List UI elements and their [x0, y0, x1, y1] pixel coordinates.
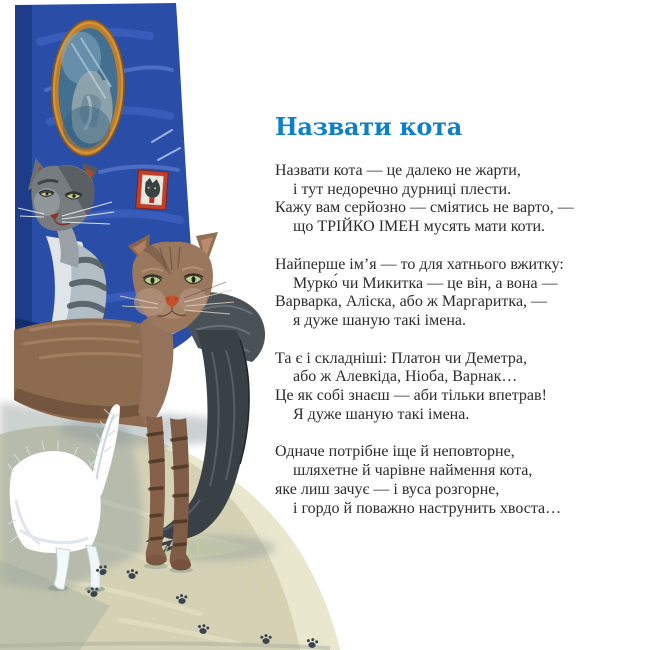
poem-line: Варварка, Аліска, або ж Маргаритка, —	[275, 293, 548, 311]
poem-line: і тут недоречно дурниці плести.	[293, 180, 512, 198]
poem-line: Найперше ім’я — то для хатнього вжитку:	[275, 255, 564, 273]
poem-line: Я дуже шаную такі імена.	[293, 405, 470, 423]
poem-line: яке лиш зачує — і вуса розгорне,	[275, 480, 500, 498]
stanza-1	[275, 162, 620, 237]
poem-line: шляхетне й чарівне наймення кота,	[293, 462, 533, 480]
poem-line: я дуже шаную такі імена.	[293, 311, 467, 329]
poem-title: Назвати кота	[275, 112, 462, 141]
poem-line: що ТРІЙКО ІМЕН мусять мати коти.	[293, 218, 546, 236]
poem-line: Це як собі знаєш — аби тільки впетрав!	[275, 387, 547, 405]
poem-line: і гордо й поважно наструнить хвоста…	[293, 499, 562, 517]
brown-cat-foot	[146, 555, 166, 566]
poem-line: Мурко́ чи Микитка — це він, а вона —	[293, 274, 558, 292]
poem-line: або ж Алевкіда, Ніоба, Варнак…	[293, 368, 518, 386]
stanza-2	[275, 256, 620, 331]
poem-line: Кажу вам серйозно — сміятись не варто, —	[275, 199, 574, 217]
poem-line: Назвати кота — це далеко не жарти,	[275, 162, 521, 179]
poem-line: Одначе потрібне іще й неповторне,	[275, 443, 515, 461]
stanza-4	[275, 443, 620, 518]
framed-cat-picture	[136, 170, 169, 210]
stanza-3	[275, 350, 620, 425]
poem	[275, 113, 620, 537]
brown-cat-foot	[171, 560, 191, 571]
poem-line: Та є і складніші: Платон чи Деметра,	[275, 349, 528, 367]
